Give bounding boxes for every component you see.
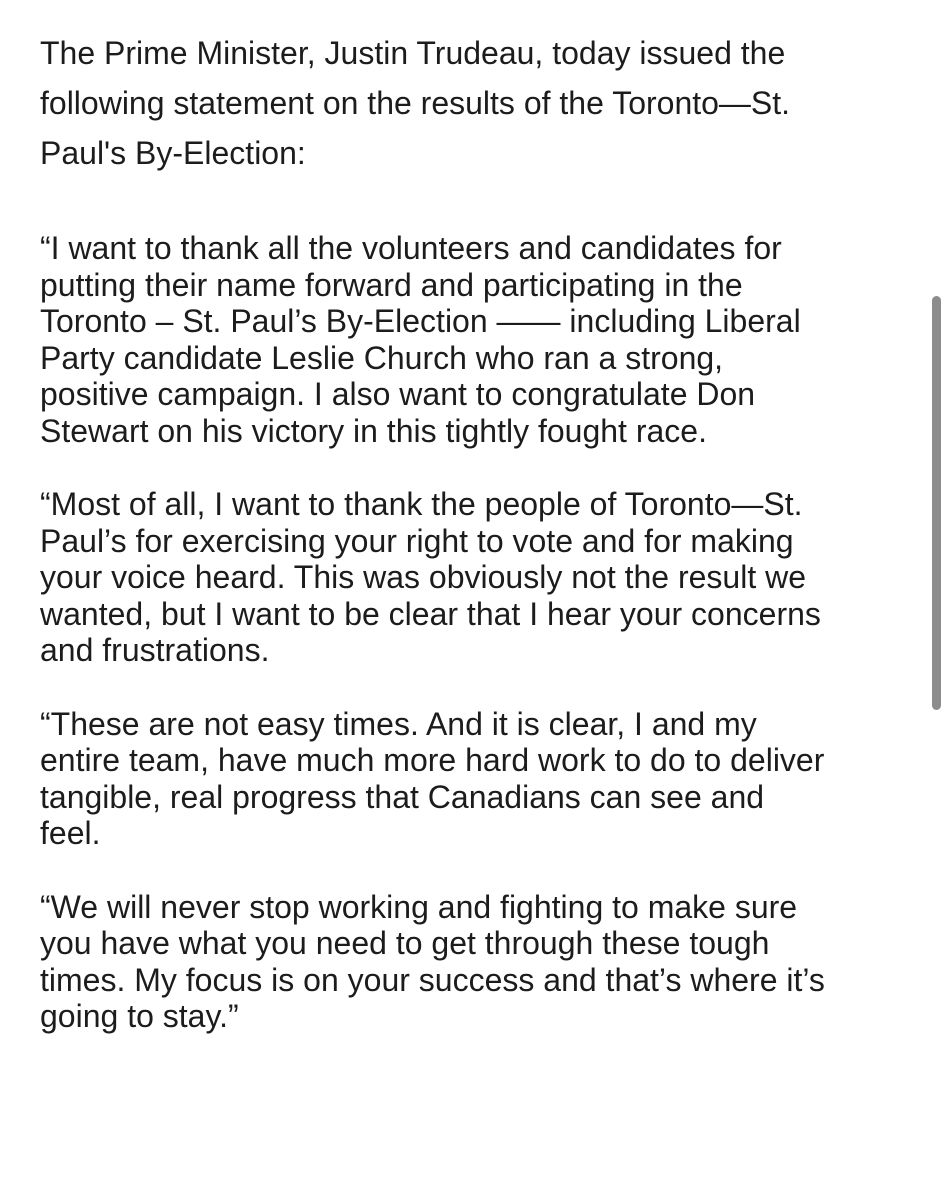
quote-line: you have what you need to get through these tough [40, 925, 770, 961]
vertical-scrollbar[interactable] [932, 296, 941, 710]
quote-line: tangible, real progress that Canadians can see and [40, 778, 765, 815]
quote-line: feel. [40, 815, 101, 851]
quote-line: positive campaign. I also want to congratulate Don [40, 376, 756, 412]
quote-paragraph-3 [40, 706, 920, 852]
quote-line: “These are not easy times. And it is clear, I and my [40, 705, 757, 742]
quote-line: wanted, but I want to be clear that I hear your concerns [40, 595, 821, 632]
quote-line: “Most of all, I want to thank the people of Toronto—St. [40, 486, 803, 522]
quote-paragraph-4 [40, 889, 920, 1035]
quote-body [40, 230, 920, 1035]
intro-line: The Prime Minister, Justin Trudeau, today issued the [40, 35, 786, 71]
statement-document [40, 28, 920, 1072]
quote-line: putting their name forward and participating in the [40, 266, 743, 303]
intro-line: following statement on the results of the Toronto—St. [40, 85, 791, 121]
intro-paragraph [40, 28, 920, 178]
quote-line: and frustrations. [40, 632, 270, 668]
quote-line: “We will never stop working and fighting to make sure [40, 888, 798, 925]
quote-paragraph-1 [40, 230, 920, 449]
quote-paragraph-2 [40, 486, 920, 669]
intro-line: Paul's By-Election: [40, 135, 306, 171]
quote-line: your voice heard. This was obviously not the result we [40, 559, 807, 595]
quote-line: going to stay.” [40, 998, 239, 1034]
quote-line: Party candidate Leslie Church who ran a strong, [40, 339, 724, 376]
quote-line: “I want to thank all the volunteers and candidates for [40, 230, 782, 266]
quote-line: Stewart on his victory in this tightly fought race. [40, 412, 707, 449]
quote-line: Toronto – St. Paul’s By-Election —— including Liberal [40, 303, 801, 339]
quote-line: entire team, have much more hard work to do to deliver [40, 742, 825, 778]
quote-line: Paul’s for exercising your right to vote and for making [40, 522, 794, 559]
quote-line: times. My focus is on your success and that’s where it’s [40, 961, 825, 998]
